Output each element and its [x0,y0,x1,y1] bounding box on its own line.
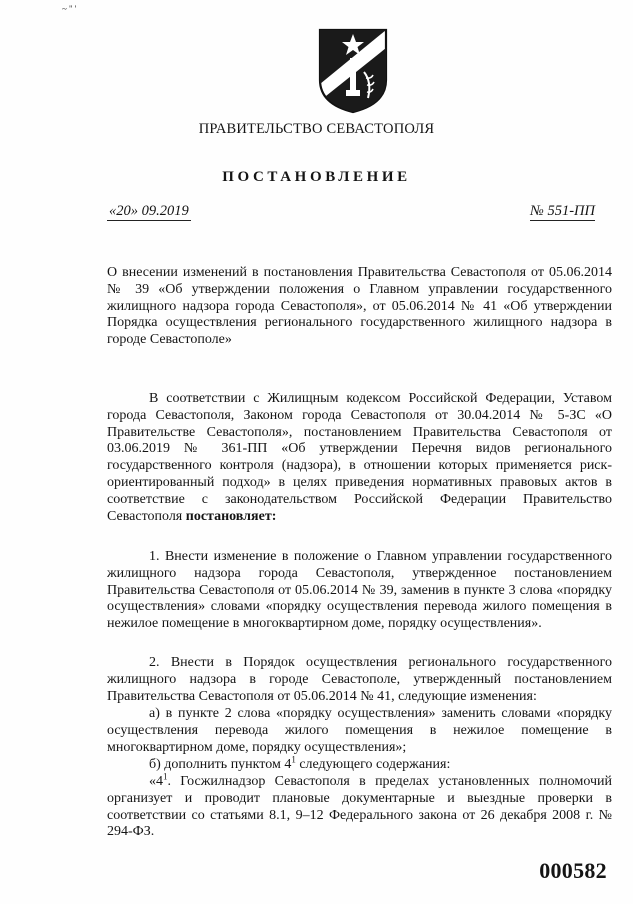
clause-4-1-text: . Госжилнадзор Севастополя в пределах установленных полномочий организует и проводит плановые документарные и выездные проверки в соответствии со статьями 8.1, 9–12 Федерального закона от 26 декабря 2008 г. № 294-ФЗ. [107,774,612,840]
issuing-authority: ПРАВИТЕЛЬСТВО СЕВАСТОПОЛЯ [198,121,435,137]
document-number [530,203,595,221]
item-2: 2. Внести в Порядок осуществления регионального государственного жилищного надзора в городе Севастополе, утвержденный постановлением Правительства Севастополя от 05.06.2014 № 41, следующие изменения: [107,655,612,704]
item-2b-superscript: 1 [291,754,296,765]
item-2a: а) в пункте 2 слова «порядку осуществления» заменить словами «порядку осуществления перевода жилого помещения в нежилое помещение в многоквартирном доме, порядку осуществления»; [107,706,612,755]
scan-marks: ~ '' ' [62,4,77,14]
document-title: О внесении изменений в постановления Правительства Севастополя от 05.06.2014 № 39 «Об утверждении положения о Главном управлении государственного жилищного надзора города Севастополя», от 05.06.2014 № 41 «Об утверждении Порядка осуществления регионального государственного жилищного надзора в городе Севастополе» [107,265,612,348]
clause-4-1 [107,771,612,841]
preamble-decree-word: постановляет: [185,508,277,524]
clause-4-1-start: «4 [149,774,163,789]
date-value: «20» 09.2019 [109,203,189,219]
document-date [107,203,191,221]
coat-of-arms-emblem [316,28,390,114]
clause-4-1-superscript: 1 [163,771,168,782]
preamble-paragraph [107,391,612,525]
item-2b-text: б) дополнить пунктом 4 [149,757,292,772]
item-1: 1. Внести изменение в положение о Главном управлении государственного жилищного надзора города Севастополя, утвержденное постановлением Правительства Севастополя от 05.06.2014 № 39, заменив в пункте 3 слова «порядку осуществления» словами «порядку осуществления перевода жилого помещения в нежилое помещение в многоквартирном доме, порядку осуществления». [107,549,612,632]
number-value: № 551-ПП [530,203,595,219]
preamble-text: В соответствии с Жилищным кодексом Российской Федерации, Уставом города Севастополя, Законом города Севастополя от 30.04.2014 № 5-ЗС «О Правительстве Севастополя», постановлением Правительства Севастополя от 03.06.2019 № 361-ПП «Об утверждении Перечня видов регионального государственного контроля (надзора), в отношении которых применяется риск-ориентированный подход» в целях приведения нормативных правовых актов в соответствие с законодательством Российской Федерации Правительство Севастополя [107,391,612,524]
item-2b [107,754,612,774]
form-serial-code: 000582 [539,858,607,883]
item-2b-text-end: следующего содержания: [295,757,451,772]
document-type-heading: ПОСТАНОВЛЕНИЕ [222,169,411,185]
